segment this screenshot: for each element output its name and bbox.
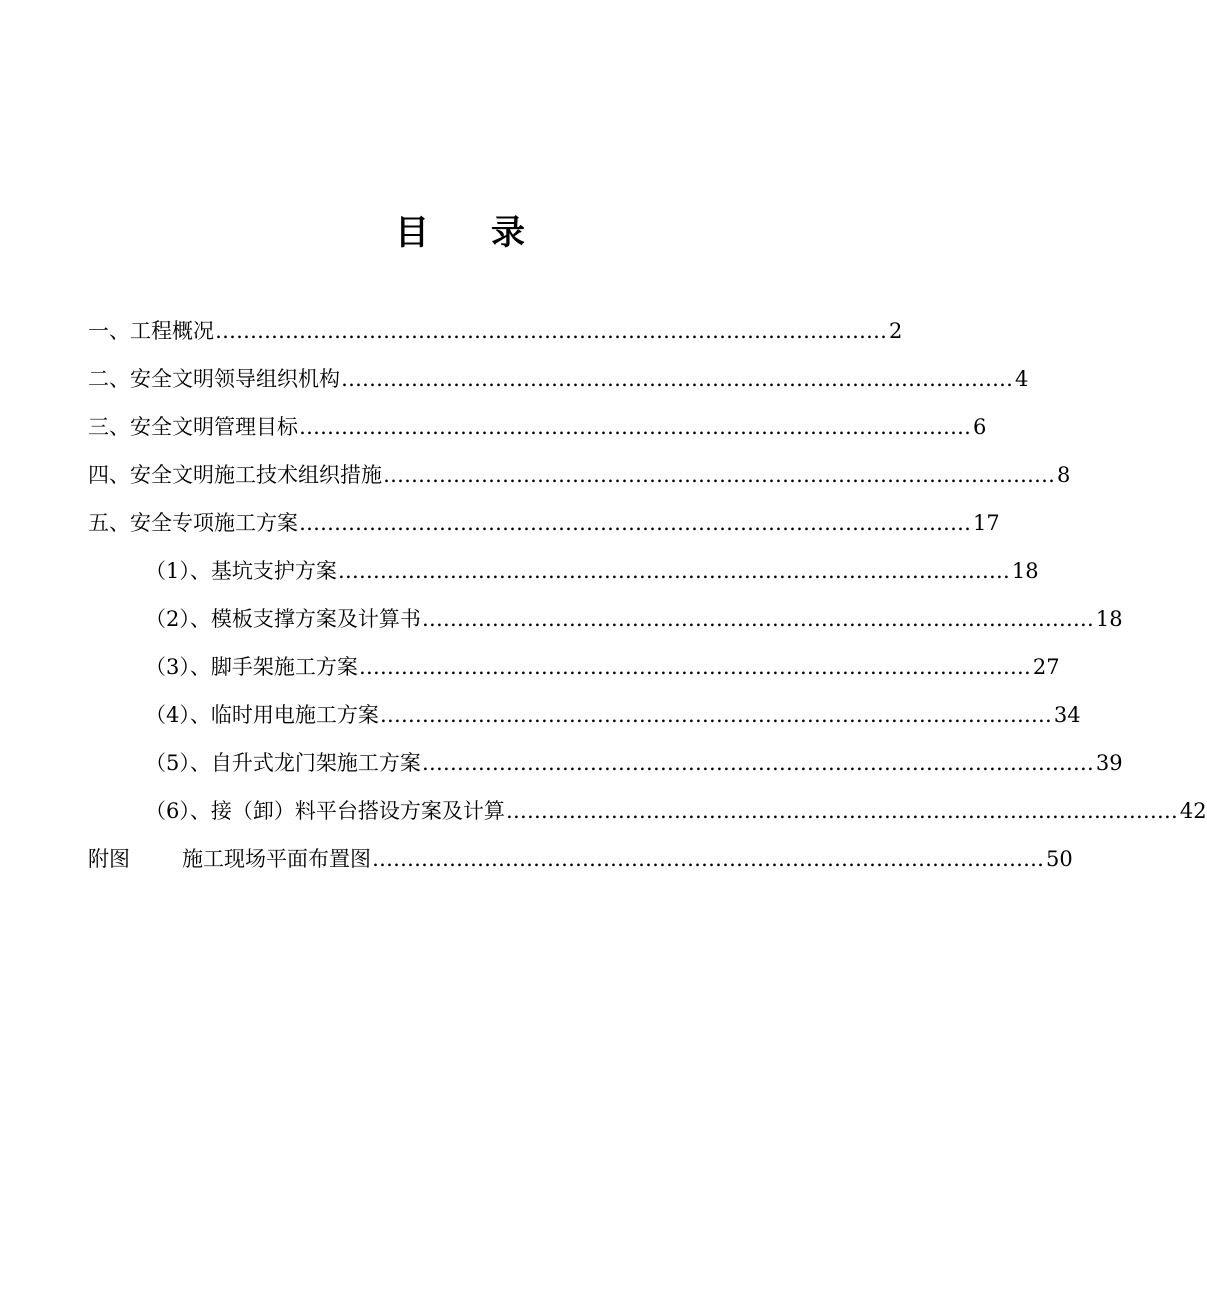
toc-dot-leader: ……………………………………………………………………………………: [379, 703, 1052, 727]
toc-entry-page: 4: [1015, 367, 1029, 391]
toc-entry-label: （6）、接（卸）料平台搭设方案及计算: [145, 799, 505, 823]
toc-entry-page: 6: [973, 415, 987, 439]
toc-subentry[interactable]: [145, 744, 1123, 778]
toc-dot-leader: ……………………………………………………………………………………: [358, 655, 1031, 679]
toc-entry-label: 一、工程概况: [88, 319, 214, 343]
toc-dot-leader: ……………………………………………………………………………………: [421, 751, 1094, 775]
toc-entry-label: 四、安全文明施工技术组织措施: [88, 463, 382, 487]
toc-entry-label: 二、安全文明领导组织机构: [88, 367, 340, 391]
toc-attachment-entry[interactable]: [88, 840, 1073, 874]
toc-entry-label: 五、安全专项施工方案: [88, 511, 298, 535]
toc-dot-leader: ……………………………………………………………………………………: [337, 559, 1010, 583]
toc-entry-label: （3）、脚手架施工方案: [145, 655, 358, 679]
toc-entry-label: （1）、基坑支护方案: [145, 559, 337, 583]
toc-subentry[interactable]: [145, 552, 1039, 586]
toc-dot-leader: ……………………………………………………………………………………: [421, 607, 1094, 631]
toc-attachment-label: 施工现场平面布置图: [182, 847, 371, 871]
toc-entry-label: （4）、临时用电施工方案: [145, 703, 379, 727]
toc-entry[interactable]: [88, 360, 1029, 394]
toc-entry-label: 三、安全文明管理目标: [88, 415, 298, 439]
toc-entry-page: 34: [1053, 703, 1081, 727]
toc-dot-leader: ……………………………………………………………………………………: [299, 511, 971, 535]
toc-entry-label: （5）、自升式龙门架施工方案: [145, 751, 421, 775]
toc-subentry[interactable]: [145, 648, 1060, 682]
toc-entry-page: 17: [973, 511, 1000, 535]
toc-dot-leader: ……………………………………………………………………………………: [372, 847, 1044, 871]
toc-entry-page: 27: [1032, 655, 1060, 679]
toc-entry-page: 18: [1095, 607, 1123, 631]
toc-attachment-label-wrap: [88, 844, 371, 874]
toc-subentry[interactable]: [145, 792, 1207, 826]
toc-entry[interactable]: [88, 312, 903, 346]
toc-entry-page: 42: [1179, 799, 1207, 823]
toc-entry-page: 8: [1057, 463, 1071, 487]
toc-dot-leader: ……………………………………………………………………………………: [383, 463, 1055, 487]
toc-attachment-prefix: 附图: [88, 847, 130, 871]
toc-title-char-2: 录: [491, 213, 525, 253]
toc-entry-page: 2: [889, 319, 903, 343]
toc-entry-page: 50: [1046, 847, 1073, 871]
toc-title-char-1: 目: [395, 213, 429, 253]
toc-entry-label: （2）、模板支撑方案及计算书: [145, 607, 421, 631]
toc-dot-leader: ……………………………………………………………………………………: [299, 415, 971, 439]
toc-dot-leader: ……………………………………………………………………………………: [215, 319, 887, 343]
toc-entry-page: 39: [1095, 751, 1123, 775]
toc-dot-leader: ……………………………………………………………………………………: [505, 799, 1178, 823]
toc-entry-page: 18: [1011, 559, 1039, 583]
toc-subentry[interactable]: [145, 600, 1123, 634]
toc-subentry[interactable]: [145, 696, 1081, 730]
toc-title: [0, 208, 920, 258]
toc-entry[interactable]: [88, 408, 987, 442]
toc-dot-leader: ……………………………………………………………………………………: [341, 367, 1013, 391]
toc-entry[interactable]: [88, 456, 1071, 490]
toc-entry[interactable]: [88, 504, 1000, 538]
